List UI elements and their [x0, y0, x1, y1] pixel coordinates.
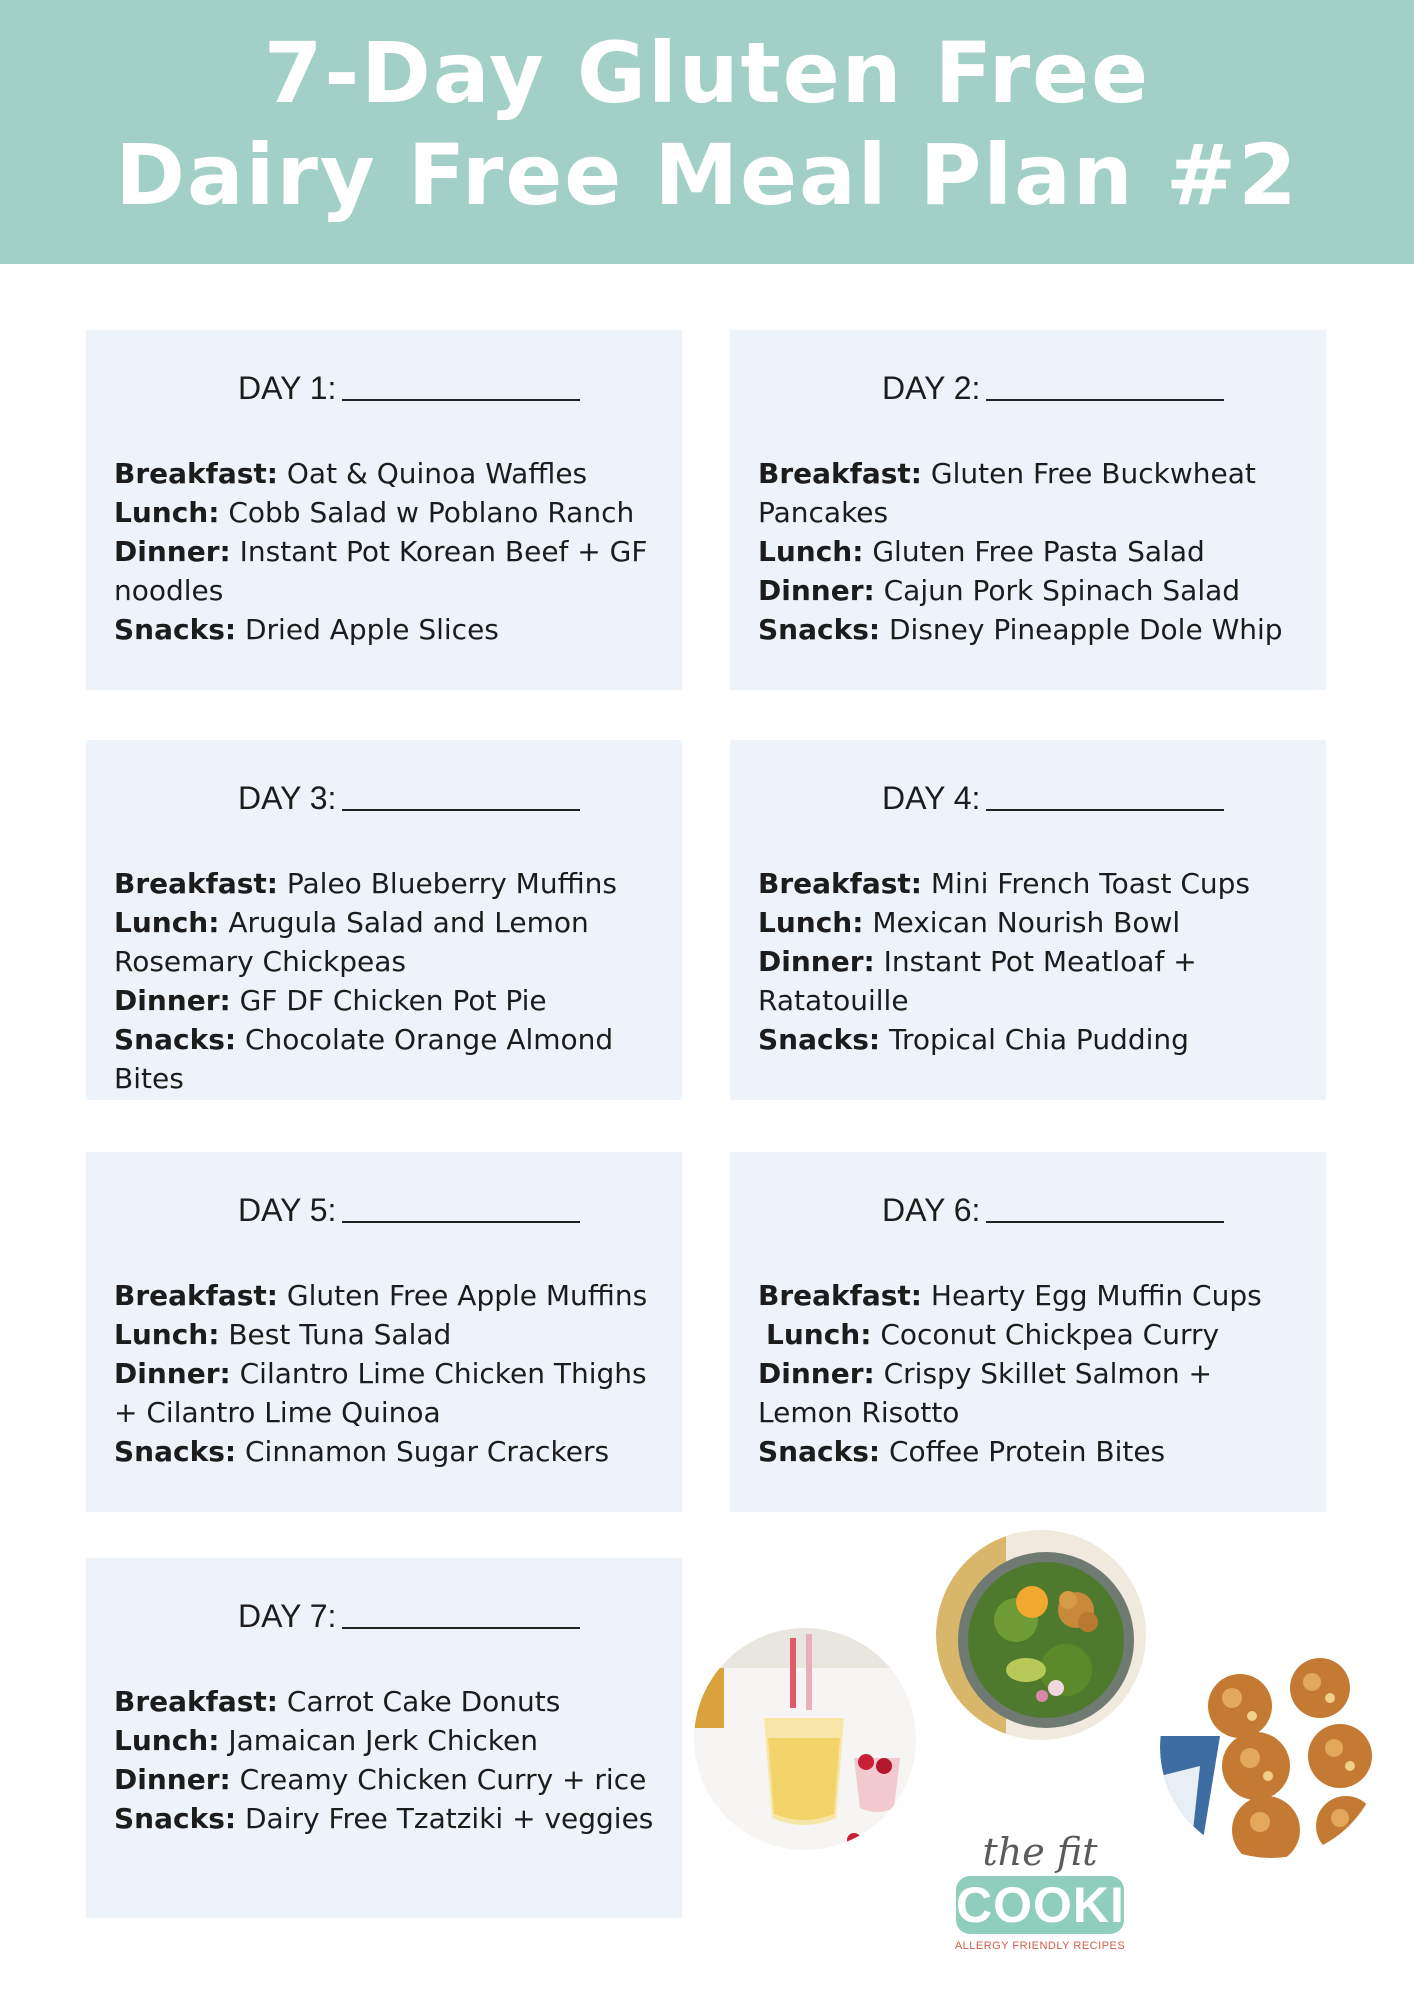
meal-list	[114, 454, 660, 649]
day-card-2	[730, 330, 1326, 690]
salad-bowl-photo	[936, 1530, 1146, 1740]
day-card-5	[86, 1152, 682, 1512]
meal-list	[758, 1276, 1304, 1471]
meal-breakfast: Breakfast: Oat & Quinoa Waffles	[114, 457, 588, 490]
smoothie-photo	[694, 1628, 916, 1850]
day-blank-line[interactable]	[986, 1193, 1224, 1223]
meal-dinner: Dinner: GF DF Chicken Pot Pie	[114, 984, 547, 1017]
day-card-4	[730, 740, 1326, 1100]
day-label: DAY 7:	[238, 1598, 337, 1634]
day-label: DAY 2:	[882, 370, 981, 406]
meal-lunch: Lunch: Jamaican Jerk Chicken	[114, 1724, 538, 1757]
day-blank-line[interactable]	[342, 781, 580, 811]
meal-snacks: Snacks: Chocolate Orange Almond Bites	[114, 1023, 614, 1095]
meal-snacks: Snacks: Disney Pineapple Dole Whip	[758, 613, 1283, 646]
meal-lunch: Lunch: Mexican Nourish Bowl	[758, 906, 1181, 939]
muffins-photo	[1160, 1636, 1382, 1858]
day-card-1	[86, 330, 682, 690]
the-fit-cookie-logo	[954, 1830, 1160, 1954]
logo-tagline: ALLERGY FRIENDLY RECIPES	[954, 1940, 1126, 1952]
logo-script-text: the fit	[982, 1830, 1098, 1874]
day-card-7	[86, 1558, 682, 1918]
meal-dinner: Dinner: Creamy Chicken Curry + rice	[114, 1763, 647, 1796]
day-card-6	[730, 1152, 1326, 1512]
meal-list	[758, 864, 1304, 1059]
day-label: DAY 3:	[238, 780, 337, 816]
meal-snacks: Snacks: Cinnamon Sugar Crackers	[114, 1435, 610, 1468]
day-blank-line[interactable]	[986, 371, 1224, 401]
meal-dinner: Dinner: Cajun Pork Spinach Salad	[758, 574, 1241, 607]
meal-breakfast: Breakfast: Mini French Toast Cups	[758, 867, 1250, 900]
meal-breakfast: Breakfast: Gluten Free Apple Muffins	[114, 1279, 648, 1312]
day-blank-line[interactable]	[342, 1599, 580, 1629]
meal-snacks: Snacks: Coffee Protein Bites	[758, 1435, 1166, 1468]
day-blank-line[interactable]	[986, 781, 1224, 811]
meal-dinner: Dinner: Instant Pot Meatloaf + Ratatouille	[758, 945, 1197, 1017]
meal-dinner: Dinner: Crispy Skillet Salmon + Lemon Risotto	[758, 1357, 1212, 1429]
meal-snacks: Snacks: Dairy Free Tzatziki + veggies	[114, 1802, 654, 1835]
meal-lunch: Lunch: Arugula Salad and Lemon Rosemary Chickpeas	[114, 906, 589, 978]
day-blank-line[interactable]	[342, 1193, 580, 1223]
meal-lunch: Lunch: Gluten Free Pasta Salad	[758, 535, 1205, 568]
meal-breakfast: Breakfast: Gluten Free Buckwheat Pancakes	[758, 457, 1256, 529]
meal-lunch: Lunch: Cobb Salad w Poblano Ranch	[114, 496, 635, 529]
meal-list	[758, 454, 1304, 649]
page-title-line-1: 7-Day Gluten Free	[263, 24, 1151, 122]
page-header	[0, 0, 1414, 264]
meal-snacks: Snacks: Dried Apple Slices	[114, 613, 499, 646]
day-label: DAY 4:	[882, 780, 981, 816]
meal-list	[114, 1682, 660, 1838]
meal-breakfast: Breakfast: Carrot Cake Donuts	[114, 1685, 561, 1718]
meal-lunch: Lunch: Best Tuna Salad	[114, 1318, 452, 1351]
meal-breakfast: Breakfast: Hearty Egg Muffin Cups	[758, 1279, 1262, 1312]
meal-breakfast: Breakfast: Paleo Blueberry Muffins	[114, 867, 617, 900]
meal-list	[114, 864, 660, 1098]
logo-badge: COOKIE	[956, 1877, 1160, 1933]
day-card-3	[86, 740, 682, 1100]
meal-snacks: Snacks: Tropical Chia Pudding	[758, 1023, 1189, 1056]
day-label: DAY 5:	[238, 1192, 337, 1228]
page-title-line-2: Dairy Free Meal Plan #2	[115, 126, 1299, 224]
day-label: DAY 6:	[882, 1192, 981, 1228]
meal-dinner: Dinner: Cilantro Lime Chicken Thighs + Cilantro Lime Quinoa	[114, 1357, 647, 1429]
meal-list	[114, 1276, 660, 1471]
meal-lunch: Lunch: Coconut Chickpea Curry	[766, 1318, 1220, 1351]
day-blank-line[interactable]	[342, 371, 580, 401]
meal-dinner: Dinner: Instant Pot Korean Beef + GF noodles	[114, 535, 648, 607]
day-label: DAY 1:	[238, 370, 337, 406]
